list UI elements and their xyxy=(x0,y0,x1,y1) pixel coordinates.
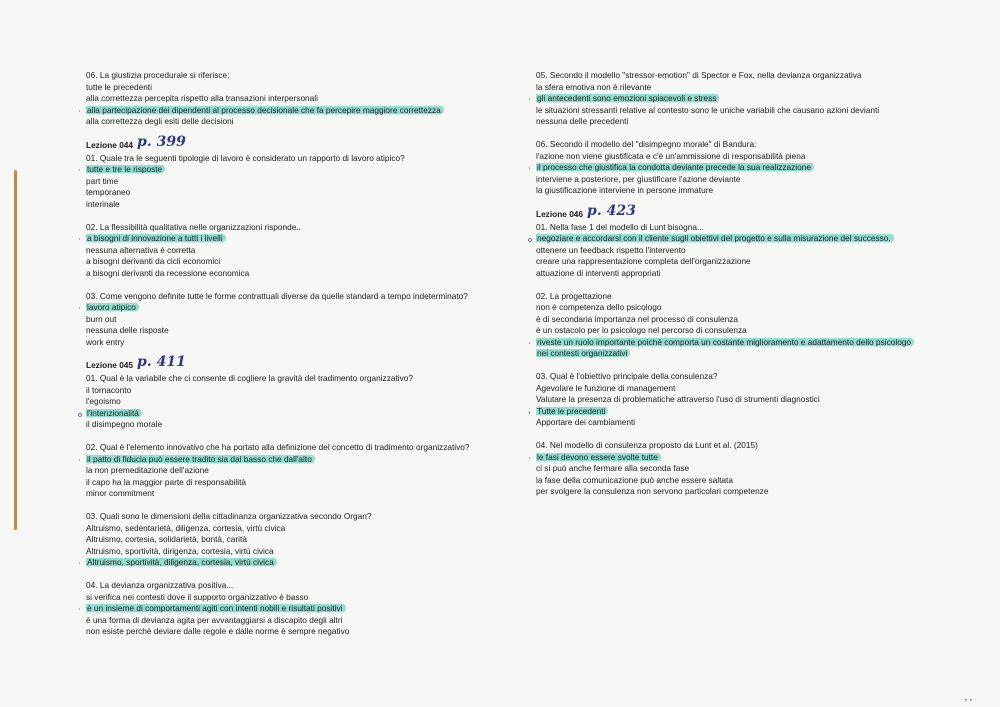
answer-tick-mark: o xyxy=(78,409,82,419)
answer-option xyxy=(78,603,506,615)
answer-text: nessuna delle precedenti xyxy=(536,116,629,127)
answer-option xyxy=(536,256,956,268)
answer-text: Altruismo, cortesia, solidarietà, bontà, carità xyxy=(86,534,247,545)
answer-tick-mark: · xyxy=(78,166,81,176)
answer-text: alla correttezza degli esiti delle decisioni xyxy=(86,116,234,127)
answer-text: temporaneo xyxy=(86,187,131,198)
answer-tick-mark: · xyxy=(78,304,81,314)
highlighted-correct-answer: il patto di fiducia può essere tradito sia dal basso che dall'alto xyxy=(86,454,315,464)
question-block xyxy=(528,371,956,429)
highlighted-correct-answer: gli antecedenti sono emozioni spiacevoli e stress xyxy=(536,93,719,103)
question-text: 04. Nel modello di consulenza proposto da Lunt et al. (2015) xyxy=(536,440,758,451)
answer-option xyxy=(86,465,506,477)
answer-text: l'azione non viene giustificata e c'è un'ammissione di responsabilità piena xyxy=(536,150,806,161)
question-block xyxy=(528,440,956,498)
answer-text: a bisogni derivanti da recessione economica xyxy=(86,267,250,278)
question-block xyxy=(78,133,506,211)
answer-option xyxy=(528,162,956,174)
question-text: 03. Quali sono le dimensioni della cittadinanza organizzativa secondo Organ? xyxy=(86,511,372,521)
answer-text: è di secondaria importanza nel processo di consulenza xyxy=(536,313,739,324)
answer-text: work entry xyxy=(86,336,125,347)
binding-strip xyxy=(14,170,17,530)
highlighted-correct-answer: tutte e tre le risposte xyxy=(86,164,165,174)
answer-text: per svolgere la consulenza non servono particolari competenze xyxy=(536,486,769,497)
answer-option xyxy=(86,82,506,94)
lesson-label: Lezione 044 xyxy=(86,139,134,150)
answer-text: Agevolare le funzione di management xyxy=(536,382,676,393)
question-text: 02. Qual è l'elemento innovativo che ha portato alla definizione del concetto di tradimento organizzativo? xyxy=(86,442,470,453)
question-block xyxy=(78,290,506,349)
corner-mark: ‚ ‚ xyxy=(964,692,972,703)
highlighted-correct-answer: Tutte le precedenti xyxy=(536,406,608,416)
answer-tick-mark: · xyxy=(78,455,81,465)
answer-tick-mark: · xyxy=(528,164,531,174)
answer-text: burn out xyxy=(86,313,117,324)
question-text: 06. Secondo il modello del "disimpegno morale" di Bandura: xyxy=(536,138,757,149)
question-block xyxy=(528,202,956,280)
answer-tick-mark: · xyxy=(78,235,81,245)
question-block xyxy=(528,70,956,128)
answer-text: creare una rappresentazione completa dell'organizzazione xyxy=(536,256,751,267)
lesson-label: Lezione 045 xyxy=(86,360,134,371)
question-block xyxy=(78,70,506,128)
answer-text: l'egoismo xyxy=(86,396,121,407)
answer-option xyxy=(78,164,506,176)
answer-text: alla correttezza percepita rispetto alla transazioni interpersonali xyxy=(86,93,318,104)
question-block xyxy=(528,138,956,197)
right-column xyxy=(528,70,956,509)
answer-option xyxy=(86,268,506,280)
answer-tick-mark: · xyxy=(528,453,531,463)
highlighted-correct-answer: il processo che giustifica la condotta deviante precede la sua realizzazione xyxy=(536,162,814,172)
question-block xyxy=(78,442,506,500)
highlighted-correct-answer: Altruismo, sportività, diligenza, cortesia, virtù civica xyxy=(86,557,277,567)
answer-text: interinale xyxy=(86,198,120,209)
answer-option xyxy=(536,486,956,498)
answer-option xyxy=(86,385,506,397)
question-block xyxy=(78,221,506,280)
answer-text: Valutare la presenza di problematiche attraverso l'uso di strumenti diagnostici xyxy=(536,394,820,405)
answer-tick-mark: · xyxy=(528,95,531,105)
highlighted-correct-answer: le fasi devono essere svolte tutte xyxy=(536,452,661,462)
answer-option xyxy=(528,405,956,418)
answer-text: il tornaconto xyxy=(86,384,132,395)
answer-option xyxy=(536,116,956,128)
answer-tick-mark: · xyxy=(78,559,81,569)
answer-text: part time xyxy=(86,175,119,186)
answer-option xyxy=(86,199,506,211)
answer-option xyxy=(86,488,506,500)
question-text: 03. Qual è l'obiettivo principale della consulenza? xyxy=(536,371,718,382)
answer-option xyxy=(86,187,506,199)
answer-option xyxy=(86,477,506,489)
answer-text: nessuna alternativa è corretta xyxy=(86,244,196,255)
answer-option xyxy=(536,417,956,429)
highlighted-correct-answer: lavoro atipico xyxy=(86,302,139,312)
question-text: 01. Quale tra le seguenti tipologie di lavoro è considerato un rapporto di lavoro atipico? xyxy=(86,152,405,163)
answer-tick-mark: › xyxy=(528,407,531,417)
answer-text: minor commitment xyxy=(86,488,155,499)
answer-option xyxy=(86,314,506,326)
answer-text: nessuna delle risposte xyxy=(86,325,169,336)
answer-text: Altruismo, sportività, dirigenza, cortesia, virtù civica xyxy=(86,545,274,556)
lesson-heading xyxy=(536,202,956,221)
answer-option xyxy=(536,475,956,487)
answer-text: Altruismo, sedentarietà, diligenza, cortesia, virtù civica xyxy=(86,522,286,533)
answer-option xyxy=(86,592,506,604)
answer-option xyxy=(86,523,506,535)
answer-option xyxy=(86,626,506,638)
answer-option xyxy=(536,463,956,475)
answer-option xyxy=(536,185,956,197)
question-text: 04. La devianza organizzativa positiva... xyxy=(86,579,234,590)
lesson-heading xyxy=(86,133,506,152)
answer-text: si verifica nei contesti dove il supporto organizzativo è basso xyxy=(86,591,309,602)
answer-text: è una forma di devianza agita per avvantaggiarsi a discapito degli altri xyxy=(86,614,343,625)
answer-option xyxy=(78,407,506,420)
highlighted-correct-answer: è un insieme di comportamenti agiti con intenti nobili e risultati positivi xyxy=(86,603,346,613)
question-text: 01. Qual è la variabile che ci consente di cogliere la gravità del tradimento organizzativo? xyxy=(86,373,413,384)
question-block xyxy=(78,354,506,431)
answer-option xyxy=(536,174,956,186)
answer-text: non è competenza dello psicologo xyxy=(536,302,662,313)
lesson-heading xyxy=(86,354,506,372)
question-text: 03. Come vengono definite tutte le forme contrattuali diverse da quelle standard a tempo indeterminato? xyxy=(86,290,468,301)
answer-tick-mark: · xyxy=(78,106,81,116)
question-text: 06. La giustizia procedurale si riferisce: xyxy=(86,70,230,80)
answer-text: è un ostacolo per lo psicologo nel percorso di consulenza xyxy=(536,325,747,336)
answer-option xyxy=(528,93,956,105)
answer-text: ottenere un feedback rispetto l'intervento xyxy=(536,244,686,255)
handwritten-page-note: p. 423 xyxy=(587,202,636,219)
answer-option xyxy=(528,451,956,464)
answer-text: la fase della comunicazione può anche essere saltata xyxy=(536,474,733,485)
answer-option xyxy=(78,453,506,466)
handwritten-page-note: p. 399 xyxy=(137,133,186,150)
question-block xyxy=(78,579,506,638)
answer-tick-mark: · xyxy=(528,338,531,348)
answer-text: le situazioni stressanti relative al contesto sono le uniche variabili che causano azioni devianti xyxy=(536,104,880,115)
answer-text: la sfera emotiva non è rilevante xyxy=(536,81,652,92)
answer-option xyxy=(78,104,506,117)
highlighted-correct-answer: nei contesti organizzativi xyxy=(536,348,630,358)
answer-option xyxy=(86,256,506,268)
lesson-label: Lezione 046 xyxy=(536,208,584,219)
answer-option xyxy=(86,176,506,188)
answer-option xyxy=(528,336,956,349)
highlighted-correct-answer: alla partecipazione dei dipendenti al processo decisionale che fa percepire maggiore correttezza xyxy=(86,105,444,115)
left-column xyxy=(78,70,506,649)
answer-option xyxy=(536,302,956,314)
answer-option xyxy=(536,348,956,360)
question-block xyxy=(528,290,956,361)
answer-option xyxy=(78,233,506,245)
highlighted-correct-answer: l'intenzionalità xyxy=(86,408,142,418)
answer-option xyxy=(86,546,506,558)
answer-tick-mark: · xyxy=(78,605,81,615)
answer-option xyxy=(86,534,506,546)
answer-text: tutte le precedenti xyxy=(86,81,152,92)
answer-option xyxy=(86,396,506,408)
answer-option xyxy=(536,394,956,406)
answer-text: la non premeditazione dell'azione xyxy=(86,465,209,476)
answer-text: il disimpegno morale xyxy=(86,419,163,430)
answer-option xyxy=(536,325,956,337)
answer-option xyxy=(86,245,506,257)
answer-text: Apportare dei cambiamenti xyxy=(536,417,636,428)
answer-option xyxy=(78,557,506,569)
answer-option xyxy=(78,302,506,314)
answer-option xyxy=(86,116,506,128)
answer-option xyxy=(536,105,956,117)
answer-text: la giustificazione interviene in persone immature xyxy=(536,185,714,196)
highlighted-correct-answer: a bisogni di innovazione a tutti i livelli xyxy=(86,233,226,243)
highlighted-correct-answer: riveste un ruolo importante poiché comporta un costante miglioramento e adattamento dello psicologo xyxy=(536,337,914,347)
question-text: 01. Nella fase 1 del modello di Lunt bisogna... xyxy=(536,221,704,232)
answer-text: a bisogni derivanti da cicli economici xyxy=(86,256,221,267)
question-block xyxy=(78,511,506,569)
answer-text: ci si può anche fermare alla seconda fase xyxy=(536,463,690,474)
answer-text: il capo ha la maggior parte di responsabilità xyxy=(86,476,247,487)
highlighted-correct-answer: negoziare e accordarsi con il cliente sugli obiettivi del progetto e sulla misurazione del successo. xyxy=(536,233,894,243)
answer-text: non esiste perchè deviare dalle regole e dalle norme è sempre negativo xyxy=(86,626,350,637)
question-text: 02. La progettazione xyxy=(536,290,612,301)
answer-option xyxy=(86,419,506,431)
answer-option xyxy=(528,233,956,245)
handwritten-page-note: p. 411 xyxy=(137,354,186,371)
question-text: 05. Secondo il modello "stressor-emotion" di Spector e Fox, nella devianza organizzativa xyxy=(536,70,862,80)
answer-option xyxy=(536,82,956,94)
answer-option xyxy=(536,314,956,326)
answer-option xyxy=(86,615,506,627)
answer-option xyxy=(86,325,506,337)
question-text: 02. La flessibilità qualitativa nelle organizzazioni risponde.. xyxy=(86,221,301,232)
answer-tick-mark: o xyxy=(528,235,532,245)
answer-option xyxy=(86,93,506,105)
answer-option xyxy=(536,245,956,257)
answer-option xyxy=(536,151,956,163)
answer-text: attuazione di interventi appropriati xyxy=(536,267,661,278)
answer-text: interviene a posteriore, per giustificare l'azione deviante xyxy=(536,173,741,184)
answer-option xyxy=(536,268,956,280)
answer-option xyxy=(86,337,506,349)
answer-option xyxy=(536,383,956,395)
